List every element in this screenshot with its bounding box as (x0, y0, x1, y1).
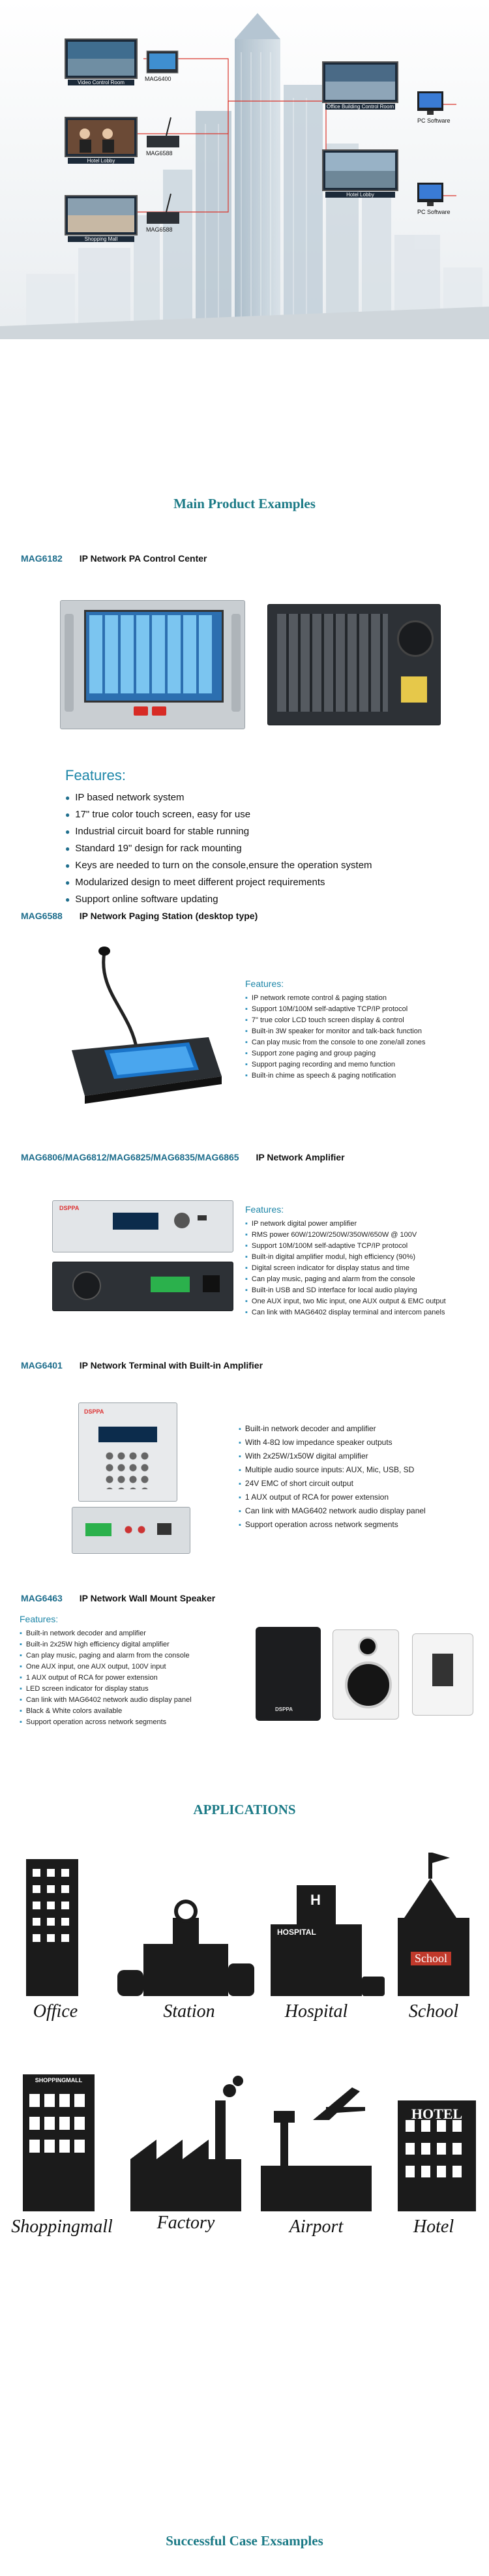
product-header (21, 1593, 215, 1603)
mall-sign: SHOPPINGMALL (35, 2077, 83, 2084)
handle (231, 614, 241, 712)
power-socket (401, 676, 427, 703)
feature-item: ▪ Built-in network decoder and amplifier (20, 1628, 254, 1639)
features-block (20, 1614, 254, 1728)
feature-item: ▪ Can link with MAG6402 network audio display panel (239, 1504, 486, 1518)
app-label-station: Station (163, 2001, 215, 2022)
product-header (21, 1360, 263, 1371)
product-name: IP Network Paging Station (desktop type) (79, 911, 258, 921)
feature-item: ▪ Can play music, paging and alarm from the console (20, 1650, 254, 1661)
features-block (239, 1422, 486, 1532)
tweeter (358, 1637, 378, 1656)
product-code: MAG6401 (21, 1360, 63, 1371)
terminal-front-image (78, 1402, 177, 1502)
feature-item: ▪ Can link with MAG6402 display terminal and intercom panels (245, 1307, 486, 1318)
network-diagram (0, 0, 489, 339)
feature-item: ● Standard 19" design for rack mounting (65, 840, 469, 857)
features-title: Features: (65, 767, 126, 783)
woofer (345, 1661, 392, 1708)
key-slot (134, 706, 148, 716)
paging-station-art (59, 939, 228, 1109)
applications-row1-icons (0, 1840, 489, 2003)
applications-row2-icons (0, 2048, 489, 2218)
product-name: IP Network PA Control Center (79, 553, 207, 564)
feature-item: ▪ Built-in network decoder and amplifier (239, 1422, 486, 1436)
speaker-white-image (333, 1629, 399, 1720)
usb-port (198, 1215, 207, 1220)
device-label: MAG6588 (146, 150, 173, 157)
feature-item: ▪ Support operation across network segments (20, 1717, 254, 1728)
cases-title: Successful Case Exsamples (166, 2533, 323, 2549)
amplifier-rear-image (52, 1262, 233, 1311)
features-title: Features: (245, 978, 284, 989)
network-diagram-art (0, 0, 489, 339)
display-panel (98, 1427, 157, 1442)
feature-item: ▪ Support 10M/100M self-adaptive TCP/IP protocol (245, 1004, 486, 1015)
hospital-sign: HOSPITAL (277, 1928, 316, 1937)
product-name: IP Network Terminal with Built-in Amplifier (79, 1360, 263, 1371)
feature-item: ▪ Built-in digital amplifier modul, high efficiency (90%) (245, 1252, 486, 1263)
product-header (21, 911, 258, 921)
screen-label: Hotel Lobby (68, 158, 134, 164)
device-label: MAG6400 (145, 76, 171, 82)
screen-label: Office Building Control Room (326, 104, 394, 110)
feature-item: ▪ 1 AUX output of RCA for power extension (239, 1491, 486, 1504)
feature-item: ▪ Multiple audio source inputs: AUX, Mic, USB, SD (239, 1463, 486, 1477)
terminal-block (85, 1523, 111, 1536)
feature-item: ▪ Can play music from the console to one zone/all zones (245, 1037, 486, 1048)
features-block (65, 767, 469, 908)
feature-item: ▪ With 4-8Ω low impedance speaker outputs (239, 1436, 486, 1449)
device-label: MAG6588 (146, 226, 173, 233)
feature-item: ▪ Built-in USB and SD interface for local audio playing (245, 1285, 486, 1296)
brand-logo: DSPPA (275, 1706, 293, 1712)
features-title: Features: (20, 1614, 59, 1624)
product-code: MAG6806/MAG6812/MAG6825/MAG6835/MAG6865 (21, 1152, 239, 1162)
product-code: MAG6588 (21, 911, 63, 921)
feature-item: ▪ Support operation across network segments (239, 1518, 486, 1532)
feature-item: ● Industrial circuit board for stable running (65, 823, 469, 840)
feature-item: ● IP based network system (65, 789, 469, 806)
product-code: MAG6463 (21, 1593, 63, 1603)
screen-label: Shopping Mall (68, 236, 134, 242)
main-products-title: Main Product Examples (173, 496, 316, 511)
pc-label: PC Software (417, 209, 451, 215)
app-label-office: Office (33, 2001, 78, 2022)
app-label-airport: Airport (289, 2217, 344, 2237)
feature-item: ▪ One AUX input, one AUX output, 100V input (20, 1661, 254, 1673)
features-list (239, 1422, 486, 1532)
control-center-front-image (60, 600, 245, 729)
hospital-h-sign: H (310, 1892, 321, 1908)
hotel-sign: HOTEL (411, 2106, 463, 2122)
knob (174, 1213, 190, 1228)
speaker-black-image (256, 1627, 321, 1721)
display-panel (113, 1213, 158, 1230)
feature-item: ▪ IP network remote control & paging station (245, 993, 486, 1004)
feature-item: ▪ IP network digital power amplifier (245, 1219, 486, 1230)
ethernet-port (157, 1523, 171, 1535)
feature-item: ▪ 1 AUX output of RCA for power extension (20, 1673, 254, 1684)
product-name: IP Network Amplifier (256, 1152, 345, 1162)
feature-item: ▪ LED screen indicator for display status (20, 1684, 254, 1695)
app-label-hospital: Hospital (284, 2001, 348, 2022)
features-list (65, 789, 469, 908)
grid-buttons (89, 615, 215, 693)
feature-item: ▪ Built-in 2x25W high efficiency digital amplifier (20, 1639, 254, 1650)
feature-item: ▪ Support 10M/100M self-adaptive TCP/IP protocol (245, 1241, 486, 1252)
feature-item: ● 17" true color touch screen, easy for use (65, 806, 469, 823)
handle (65, 614, 74, 712)
rca-ports (122, 1524, 148, 1535)
app-label-hotel: Hotel (413, 2217, 454, 2237)
applications-title: APPLICATIONS (193, 1802, 296, 1817)
feature-item: ▪ Digital screen indicator for display status and time (245, 1263, 486, 1274)
app-label-shoppingmall: Shoppingmall (11, 2217, 113, 2237)
feature-item: ▪ Can play music, paging and alarm from the console (245, 1274, 486, 1285)
fan (72, 1271, 101, 1300)
features-title: Features: (245, 1204, 284, 1215)
paging-station-image (59, 939, 228, 1109)
pc-label: PC Software (417, 117, 451, 124)
control-center-rear-image (267, 604, 441, 725)
product-code: MAG6182 (21, 553, 63, 564)
terminals (151, 1277, 190, 1292)
features-list (20, 1628, 254, 1728)
feature-item: ▪ With 2x25W/1x50W digital amplifier (239, 1449, 486, 1463)
feature-item: ▪ RMS power 60W/120W/250W/350W/650W @ 100V (245, 1230, 486, 1241)
product-name: IP Network Wall Mount Speaker (79, 1593, 216, 1603)
features-block (245, 1204, 486, 1318)
feature-item: ● Support online software updating (65, 891, 469, 908)
amplifier-front-image (52, 1200, 233, 1252)
terminal-rear-image (72, 1507, 190, 1554)
feature-item: ▪ Can link with MAG6402 network audio display panel (20, 1695, 254, 1706)
product-header (21, 1152, 345, 1162)
features-list (245, 993, 486, 1082)
app-label-school: School (408, 2001, 459, 2022)
screen-label: Hotel Lobby (325, 192, 395, 198)
fan-grille (397, 620, 434, 657)
feature-item: ▪ Support zone paging and group paging (245, 1048, 486, 1059)
screen-label: Video Control Room (68, 80, 134, 85)
feature-item: ▪ 7" true color LCD touch screen display & control (245, 1015, 486, 1026)
module-slots (277, 614, 388, 712)
app-label-factory: Factory (156, 2213, 215, 2233)
feature-item: ▪ Support paging recording and memo function (245, 1059, 486, 1070)
keypad (104, 1450, 152, 1489)
feature-item: ● Keys are needed to turn on the console,ensure the operation system (65, 857, 469, 874)
features-list (245, 1219, 486, 1318)
feature-item: ▪ Built-in 3W speaker for monitor and talk-back function (245, 1026, 486, 1037)
features-block (245, 978, 486, 1082)
key-slot (152, 706, 166, 716)
speaker-rear-image (412, 1633, 473, 1716)
product-header (21, 553, 207, 564)
feature-item: ▪ Black & White colors available (20, 1706, 254, 1717)
school-sign: School (411, 1952, 451, 1965)
connector-plate (432, 1654, 453, 1686)
power-socket (203, 1275, 220, 1292)
brand-logo: DSPPA (59, 1205, 80, 1211)
brand-logo: DSPPA (84, 1408, 104, 1415)
feature-item: ● Modularized design to meet different project requirements (65, 874, 469, 891)
feature-item: ▪ 24V EMC of short circuit output (239, 1477, 486, 1491)
feature-item: ▪ One AUX input, two Mic input, one AUX output & EMC output (245, 1296, 486, 1307)
feature-item: ▪ Built-in chime as speech & paging notification (245, 1070, 486, 1082)
